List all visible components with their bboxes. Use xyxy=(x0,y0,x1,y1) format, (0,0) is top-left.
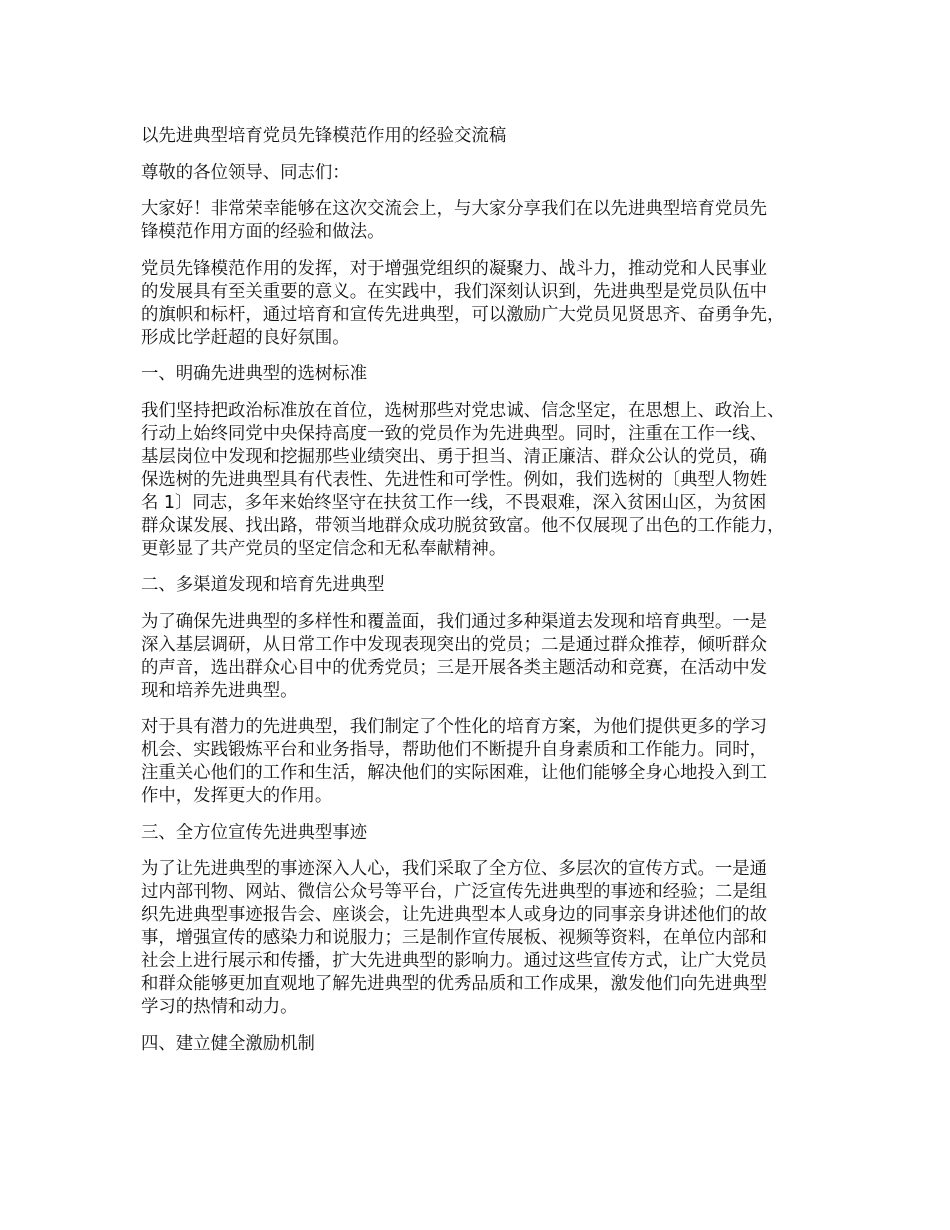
text-line: 行动上始终同党中央保持高度一致的党员作为先进典型。同时，注重在工作一线、 xyxy=(141,423,768,444)
text-line: 的发展具有至关重要的意义。在实践中，我们深刻认识到，先进典型是党员队伍中 xyxy=(141,281,768,302)
text-line: 事，增强宣传的感染力和说服力；三是制作宣传展板、视频等资料，在单位内部和 xyxy=(141,928,768,948)
paragraph xyxy=(141,611,841,703)
greeting-text: 尊敬的各位领导、同志们： xyxy=(141,162,350,183)
text-line: 织先进典型事迹报告会、座谈会，让先进典型本人或身边的同事亲身讲述他们的故 xyxy=(141,905,768,925)
document-title xyxy=(141,125,841,148)
text-line: 为了让先进典型的事迹深入人心，我们采取了全方位、多层次的宣传方式。一是通 xyxy=(141,859,768,879)
text-line: 形成比学赶超的良好氛围。 xyxy=(141,327,350,348)
text-line: 现和培养先进典型。 xyxy=(141,680,298,701)
title-text: 以先进典型培育党员先锋模范作用的经验交流稿 xyxy=(141,126,507,146)
paragraph xyxy=(141,198,841,244)
greeting xyxy=(141,162,841,185)
paragraph xyxy=(141,716,841,808)
text-line: 和群众能够更加直观地了解先进典型的优秀品质和工作成果，激发他们向先进典型 xyxy=(141,974,768,994)
text-line: 学习的热情和动力。 xyxy=(141,997,298,1017)
text-line: 我们坚持把政治标准放在首位，选树那些对党忠诚、信念坚定，在思想上、政治上、 xyxy=(141,400,785,421)
text-line: 深入基层调研，从日常工作中发现表现突出的党员；二是通过群众推荐，倾听群众 xyxy=(141,634,768,655)
text-line: 基层岗位中发现和挖掘那些业绩突出、勇于担当、清正廉洁、群众公认的党员，确 xyxy=(141,446,768,467)
section-heading xyxy=(141,822,841,845)
text-line: 更彰显了共产党员的坚定信念和无私奉献精神。 xyxy=(141,538,507,559)
text-line: 的声音，选出群众心目中的优秀党员；三是开展各类主题活动和竞赛，在活动中发 xyxy=(141,657,768,678)
text-line: 社会上进行展示和传播，扩大先进典型的影响力。通过这些宣传方式，让广大党员 xyxy=(141,951,768,971)
text-line: 党员先锋模范作用的发挥，对于增强党组织的凝聚力、战斗力，推动党和人民事业 xyxy=(141,258,768,279)
text-line: 四、建立健全激励机制 xyxy=(141,1033,315,1054)
paragraph xyxy=(141,858,841,1019)
text-line: 群众谋发展、找出路，带领当地群众成功脱贫致富。他不仅展现了出色的工作能力， xyxy=(141,515,785,536)
text-line: 的旗帜和标杆，通过培育和宣传先进典型，可以激励广大党员见贤思齐、奋勇争先， xyxy=(141,304,785,325)
text-line: 一、明确先进典型的选树标准 xyxy=(141,364,368,384)
text-line: 二、多渠道发现和培育先进典型 xyxy=(141,575,385,595)
text-line: 锋模范作用方面的经验和做法。 xyxy=(141,222,385,242)
text-line: 注重关心他们的工作和生活，解决他们的实际困难，让他们能够全身心地投入到工 xyxy=(141,763,768,783)
section-heading xyxy=(141,1033,841,1056)
text-line: 机会、实践锻炼平台和业务指导，帮助他们不断提升自身素质和工作能力。同时， xyxy=(141,740,768,760)
section-heading xyxy=(141,574,841,597)
text-line: 为了确保先进典型的多样性和覆盖面，我们通过多种渠道去发现和培育典型。一是 xyxy=(141,611,768,632)
paragraph xyxy=(141,400,841,561)
text-line: 过内部刊物、网站、微信公众号等平台，广泛宣传先进典型的事迹和经验；二是组 xyxy=(141,882,768,902)
section-heading xyxy=(141,363,841,386)
text-line: 保选树的先进典型具有代表性、先进性和可学性。例如，我们选树的〔典型人物姓 xyxy=(141,469,768,490)
text-line: 三、全方位宣传先进典型事迹 xyxy=(141,822,368,843)
text-line: 对于具有潜力的先进典型，我们制定了个性化的培育方案，为他们提供更多的学习 xyxy=(141,717,768,737)
document-body xyxy=(141,125,841,1069)
text-line: 名 1〕同志，多年来始终坚守在扶贫工作一线，不畏艰难，深入贫困山区，为贫困 xyxy=(141,492,767,513)
text-line: 作中，发挥更大的作用。 xyxy=(141,786,333,806)
text-line: 大家好！非常荣幸能够在这次交流会上，与大家分享我们在以先进典型培育党员先 xyxy=(141,199,768,219)
paragraph xyxy=(141,258,841,350)
